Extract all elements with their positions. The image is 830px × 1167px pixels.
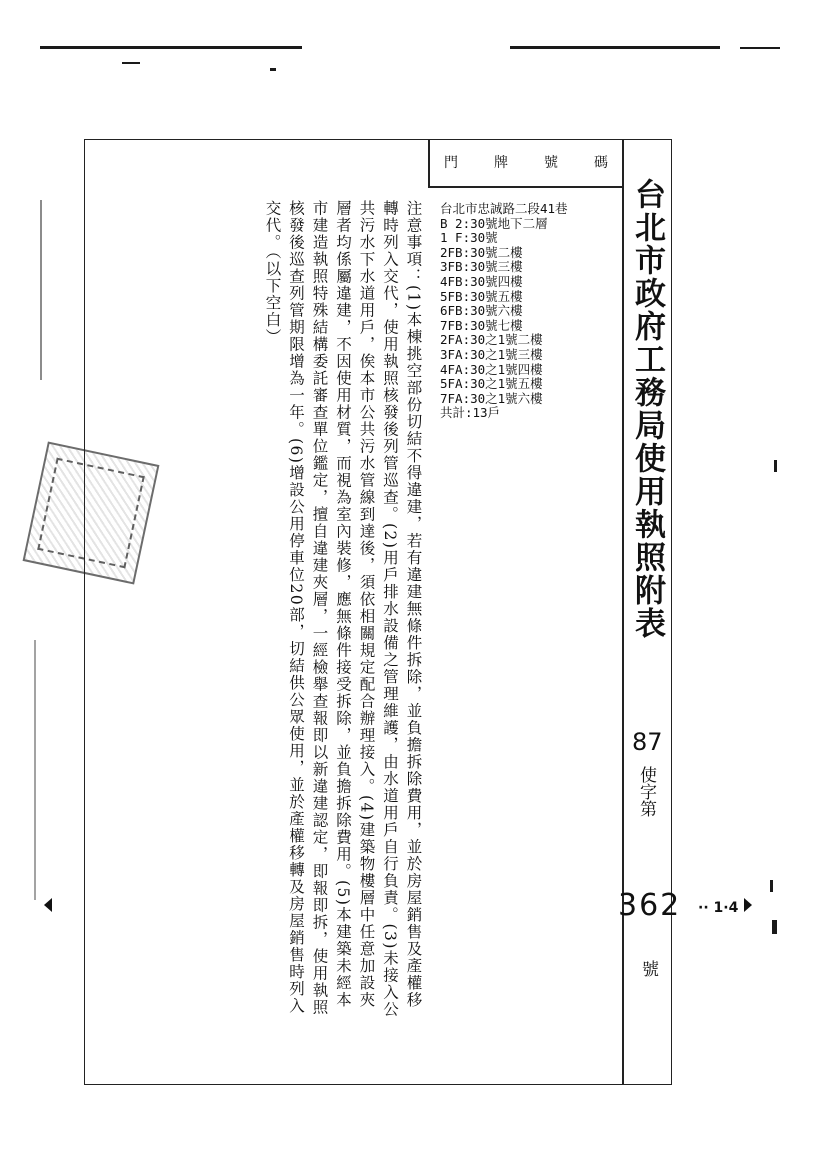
- scan-mark-top-right-2: [740, 47, 780, 49]
- scan-edge-right-3: [772, 920, 777, 934]
- address-item: 5FA:30之1號五樓: [440, 376, 543, 392]
- scan-mark-top-left: [40, 46, 302, 49]
- license-number-marks: ·· 1·4 ': [698, 900, 748, 916]
- address-item: 3FB:30號三樓: [440, 259, 523, 275]
- form-title: 台北市政府工務局使用執照附表: [629, 178, 665, 640]
- license-suffix: 號: [638, 960, 658, 977]
- address-item: 5FB:30號五樓: [440, 288, 523, 304]
- license-type: 使字第: [636, 766, 656, 817]
- title-divider-line: [622, 139, 624, 1085]
- address-item: 3FA:30之1號三樓: [440, 346, 543, 362]
- scan-edge-right: [774, 460, 777, 472]
- notes-heading: 注意事項：: [404, 200, 423, 285]
- scan-edge-right-2: [770, 880, 773, 892]
- scan-edge-left: [40, 200, 42, 380]
- address-item: B 2:30號地下二層: [440, 215, 548, 231]
- address-total: 共計:13戶: [440, 405, 501, 421]
- header-divider-line: [428, 186, 623, 188]
- scan-edge-left-2: [34, 640, 36, 900]
- address-street: 台北市忠誠路二段41巷: [440, 201, 568, 216]
- address-item: 4FA:30之1號四樓: [440, 361, 543, 377]
- address-item: 6FB:30號六樓: [440, 303, 523, 319]
- license-number-prefix: 87: [632, 728, 663, 756]
- address-item: 2FA:30之1號二樓: [440, 332, 543, 348]
- left-bullet-icon: [44, 898, 52, 912]
- scan-mark-top-right: [510, 46, 720, 49]
- scan-dot: [122, 62, 140, 64]
- scan-dot-2: [270, 68, 276, 71]
- address-item: 4FB:30號四樓: [440, 273, 523, 289]
- house-number-header: 門牌號碼: [444, 155, 644, 171]
- license-number: 362: [618, 888, 682, 923]
- address-item: 2FB:30號二樓: [440, 244, 523, 260]
- address-item: 7FA:30之1號六樓: [440, 390, 543, 406]
- address-list: [440, 202, 608, 421]
- header-left-divider: [428, 139, 430, 187]
- notes-section: [260, 200, 425, 1020]
- address-item: 7FB:30號七樓: [440, 317, 523, 333]
- notes-body: (1)本棟挑空部份切結不得違建，若有違建無條件拆除，並負擔拆除費用，並於房屋銷售及產權移轉時列入交代，使用執照核發後列管巡查。(2)用戶排水設備之管理維護，由水道用戶自行負責。(3)未接入公共污水下水道用戶，俟本市公共污水管線到達後，須依相關規定配合辦理接入。(4)建築物樓層中任意加設夾層者均係屬違建，不因使用材質，而視為室內裝修，應無條件接受拆除，並負擔拆除費用。(5)本建築未經本市建造執照特殊結構委託審查單位鑑定，擅自違建夾層，一經檢舉查報即以新違建認定，即報即拆，使用執照核發後巡查列管期限增為一年。(6)增設公用停車位20部，切結供公眾使用，並於產權移轉及房屋銷售時列入交代。（以下空白）: [263, 200, 423, 1018]
- address-item: 1 F:30號: [440, 230, 498, 246]
